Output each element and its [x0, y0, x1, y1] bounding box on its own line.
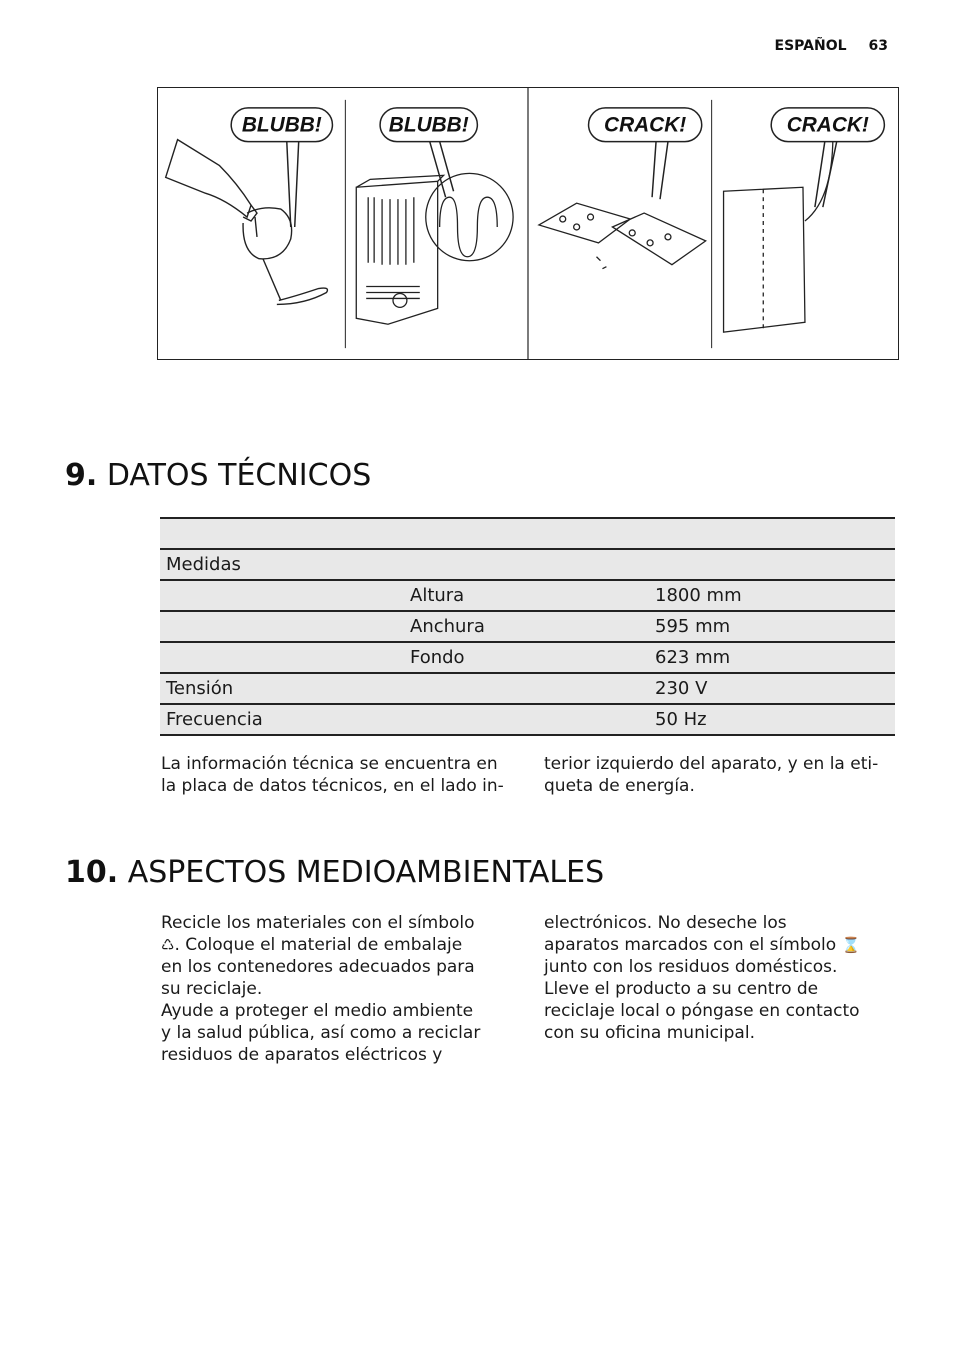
weee-bin-icon: ⌛: [841, 936, 861, 954]
table-cell: Altura: [404, 580, 649, 611]
section-title: DATOS TÉCNICOS: [106, 458, 372, 493]
table-cell: [404, 549, 649, 580]
table-row: [160, 549, 895, 580]
page-number: 63: [868, 38, 888, 54]
table-cell: 1800 mm: [649, 580, 895, 611]
section-10-heading: [65, 855, 604, 890]
table-row: [160, 518, 895, 549]
environment-text-right: [544, 912, 894, 1044]
technical-info-right: [544, 753, 894, 797]
recycle-icon: ♺: [161, 936, 175, 954]
text-line: junto con los residuos domésticos.: [544, 957, 838, 977]
environment-text-left: [161, 912, 511, 1066]
text-line: queta de energía.: [544, 776, 695, 796]
table-cell: Frecuencia: [160, 704, 404, 735]
text-line: La información técnica se encuentra en: [161, 754, 498, 774]
fridge-coil-drawing: [356, 173, 513, 324]
text-line: [544, 934, 894, 956]
table-row: [160, 642, 895, 673]
table-cell: [649, 549, 895, 580]
bubble-text-2: BLUBB!: [388, 113, 469, 137]
technical-data-table: [160, 517, 895, 736]
table-row: [160, 704, 895, 735]
language-label: ESPAÑOL: [774, 38, 847, 54]
ice-tray-drawing: [539, 203, 706, 269]
text-line: su reciclaje.: [161, 979, 263, 999]
text-line: residuos de aparatos eléctricos y: [161, 1045, 443, 1065]
section-number: 9.: [65, 458, 98, 493]
table-cell: Medidas: [160, 549, 404, 580]
technical-info-left: [161, 753, 511, 797]
bubble-text-3: CRACK!: [604, 113, 687, 137]
section-9-heading: [65, 458, 371, 493]
table-cell: [404, 704, 649, 735]
table-cell: 623 mm: [649, 642, 895, 673]
text-line: la placa de datos técnicos, en el lado in-: [161, 776, 504, 796]
table-cell: 595 mm: [649, 611, 895, 642]
noise-illustration: [157, 87, 899, 360]
text-fragment: . Coloque el material de embalaje: [174, 935, 463, 955]
table-cell: 50 Hz: [649, 704, 895, 735]
table-cell: [404, 518, 649, 549]
table-cell: [160, 642, 404, 673]
section-number: 10.: [65, 855, 119, 890]
table-cell: [160, 518, 404, 549]
table-row: [160, 611, 895, 642]
table-cell: Fondo: [404, 642, 649, 673]
text-line: electrónicos. No deseche los: [544, 913, 787, 933]
text-line: Lleve el producto a su centro de: [544, 979, 819, 999]
table-row: [160, 673, 895, 704]
page-header: [775, 38, 888, 54]
table-cell: [160, 611, 404, 642]
table-cell: [160, 580, 404, 611]
table-row: [160, 580, 895, 611]
text-fragment: aparatos marcados con el símbolo: [544, 935, 837, 955]
text-line: [161, 934, 511, 956]
table-cell: Tensión: [160, 673, 404, 704]
fridge-front-drawing: [724, 128, 833, 332]
text-line: reciclaje local o póngase en contacto: [544, 1001, 860, 1021]
text-line: y la salud pública, así como a reciclar: [161, 1023, 481, 1043]
table-cell: [404, 673, 649, 704]
table-cell: Anchura: [404, 611, 649, 642]
text-line: con su oficina municipal.: [544, 1023, 755, 1043]
text-line: Recicle los materiales con el símbolo: [161, 913, 475, 933]
section-title: ASPECTOS MEDIOAMBIENTALES: [127, 855, 605, 890]
table-cell: [649, 518, 895, 549]
bubble-text-4: CRACK!: [786, 113, 869, 137]
bubble-text-1: BLUBB!: [241, 113, 322, 137]
table-cell: 230 V: [649, 673, 895, 704]
text-line: terior izquierdo del aparato, y en la eti-: [544, 754, 879, 774]
bottle-pouring-drawing: [166, 140, 328, 305]
text-line: Ayude a proteger el medio ambiente: [161, 1001, 474, 1021]
text-line: en los contenedores adecuados para: [161, 957, 475, 977]
